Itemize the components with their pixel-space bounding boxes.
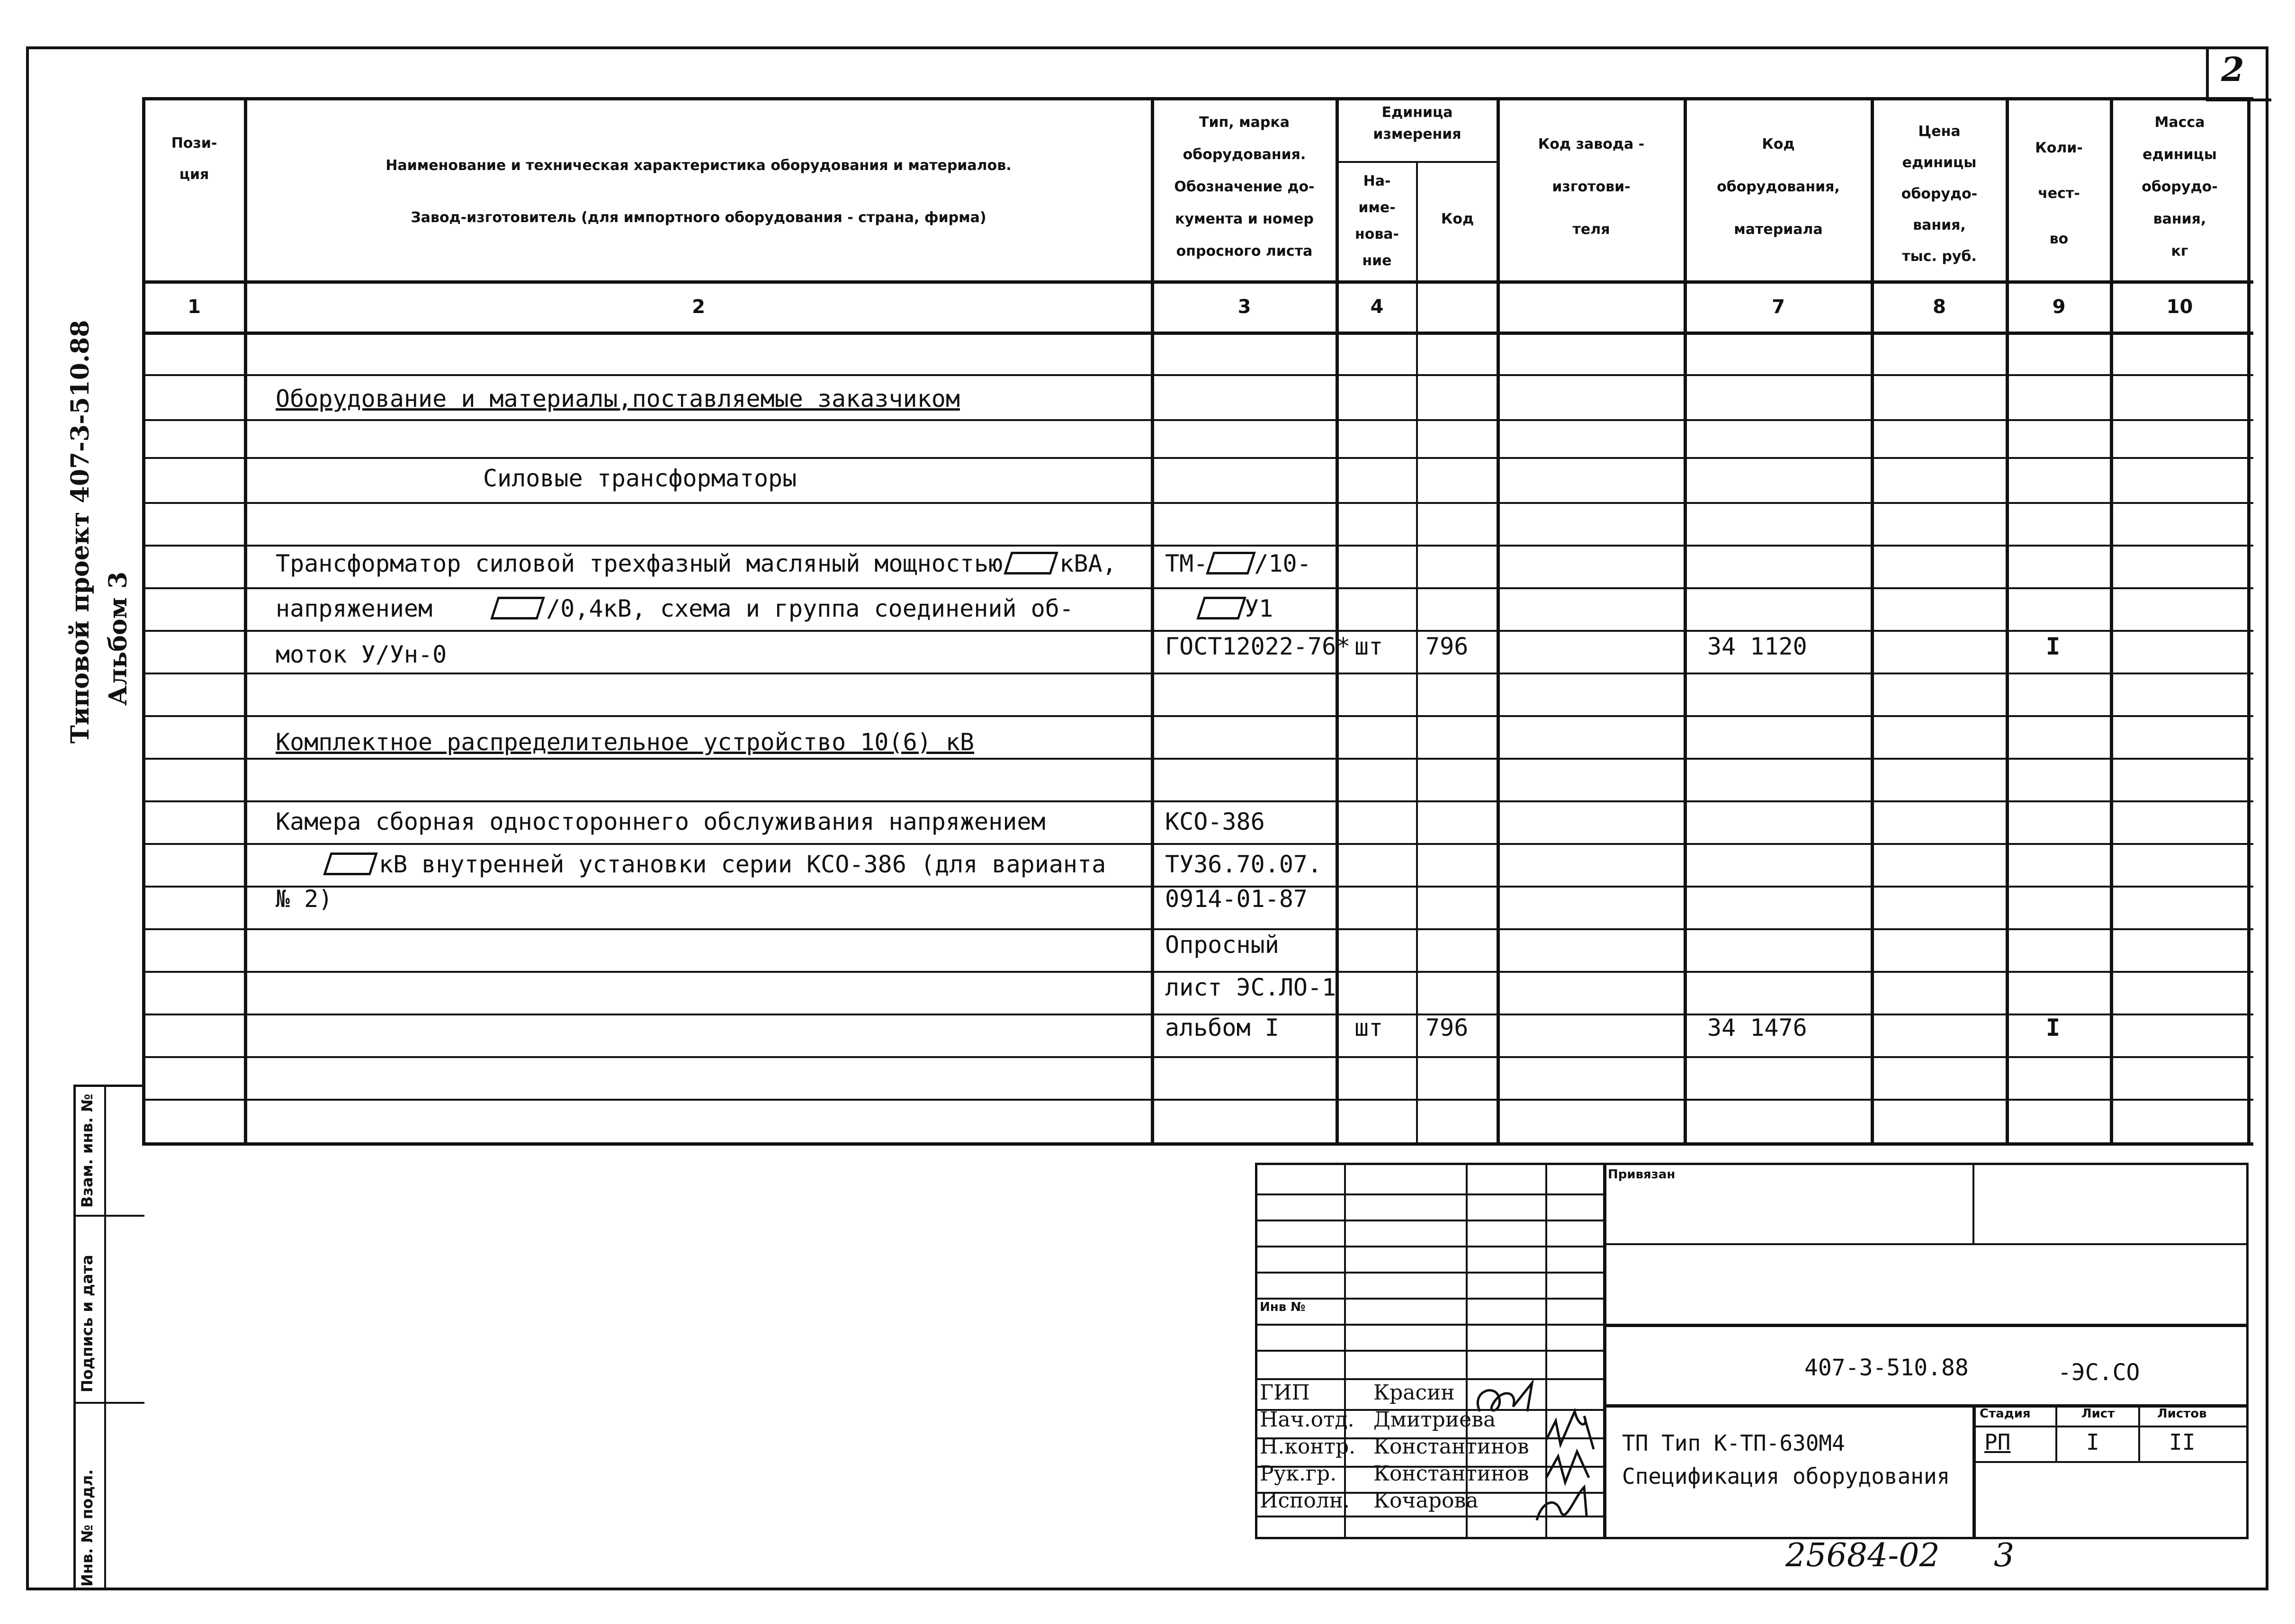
stamp-roles: [1260, 1379, 1355, 1514]
role-gip: ГИП: [1260, 1381, 1310, 1405]
section-power-transformers: Силовые трансформаторы: [483, 465, 797, 492]
name-exec: Кочарова: [1373, 1489, 1479, 1513]
colnum-8: 8: [1933, 296, 1946, 318]
transformer-desc-line3: моток У/Ун-0: [276, 641, 447, 668]
blank-box: [323, 852, 378, 875]
kso-quantity: I: [2046, 1014, 2061, 1041]
kso-type-5: лист ЭС.ЛО-1: [1165, 974, 1336, 1001]
name-head: Дмитриева: [1373, 1408, 1496, 1432]
stamp-title-1: ТП Тип К-ТП-630М4: [1622, 1430, 1845, 1456]
stamp-sheet: I: [2086, 1429, 2099, 1455]
kso-unit: шт: [1354, 1014, 1383, 1041]
blank-box: [1196, 597, 1246, 619]
role-head: Нач.отд.: [1260, 1408, 1354, 1432]
footer-page: 3: [1994, 1537, 2015, 1574]
side-title-line2: Альбом 3: [104, 571, 133, 706]
transformer-unit-code: 796: [1425, 633, 1469, 660]
side-stamp-divider: [73, 1402, 144, 1404]
name-group: Константинов: [1373, 1462, 1529, 1486]
side-stamp-inv: Инв. № подл.: [78, 1469, 96, 1587]
transformer-type-line2: У1: [1198, 594, 1273, 623]
side-stamp-divider: [104, 1085, 106, 1590]
transformer-unit: шт: [1354, 633, 1383, 660]
side-stamp-replace: Взам. инв. №: [78, 1094, 96, 1208]
header-unit-code: Код: [1441, 211, 1474, 227]
header-factory-code: Код завода - изготови- теля: [1538, 136, 1645, 238]
header-unit-name: На- име- нова- ние: [1354, 173, 1399, 269]
blank-box: [490, 597, 545, 619]
kso-unit-code: 796: [1425, 1014, 1469, 1041]
colnum-10: 10: [2166, 296, 2193, 318]
blank-box: [1004, 552, 1058, 574]
table-bottom: [142, 1142, 2253, 1146]
header-position: Пози- ция: [171, 135, 217, 183]
colnum-3: 3: [1237, 296, 1251, 318]
side-title-line1: Типовой проект 407-3-510.88: [66, 320, 95, 744]
side-stamp-sign: Подпись и дата: [78, 1255, 96, 1392]
header-bottom: [142, 280, 2253, 284]
colnum-4: 4: [1370, 296, 1384, 318]
colnum-9: 9: [2052, 296, 2066, 318]
transformer-equipment-code: 34 1120: [1707, 633, 1807, 660]
role-exec: Исполн.: [1260, 1489, 1350, 1513]
stamp-sheets: II: [2169, 1429, 2196, 1455]
kso-desc-line2: кВ внутренней установки серии КСО-386 (для варианта: [322, 850, 1106, 879]
kso-type-1: КСО-386: [1165, 808, 1265, 835]
stamp-doc-suffix: -ЭС.СО: [2058, 1359, 2140, 1386]
section-switchgear: Комплектное распределительное устройство 10(6) кВ: [276, 728, 975, 756]
kso-type-3: 0914-01-87: [1165, 885, 1308, 913]
role-group: Рук.гр.: [1260, 1462, 1337, 1486]
colnum-2: 2: [692, 296, 705, 318]
name-norm: Константинов: [1373, 1435, 1529, 1459]
transformer-desc-line2: напряжением /0,4кВ, схема и группа соединений об-: [276, 595, 1074, 622]
stamp-stage: РП: [1984, 1429, 2011, 1455]
stamp-doc-code: 407-3-510.88: [1804, 1355, 1969, 1381]
stamp-inv-no: Инв №: [1260, 1300, 1306, 1314]
stamp-sheet-label: Лист: [2081, 1407, 2115, 1421]
header-mass: Масса единицы оборудо- вания, кг: [2142, 114, 2218, 260]
colnum-bottom: [142, 332, 2253, 335]
kso-type-6: альбом I: [1165, 1014, 1279, 1041]
transformer-gost: ГОСТ12022-76*: [1165, 633, 1351, 660]
header-quantity: Коли- чест- во: [2035, 140, 2083, 247]
signatures: [1466, 1373, 1603, 1530]
stamp-sheets-label: Листов: [2157, 1407, 2207, 1421]
stamp-title-2: Спецификация оборудования: [1622, 1463, 1950, 1489]
header-type: Тип, марка оборудования. Обозначение до- кумента и номер опросного листа: [1174, 114, 1315, 260]
name-gip: Красин: [1373, 1381, 1455, 1405]
section-customer-equipment: Оборудование и материалы,поставляемые заказчиком: [276, 385, 960, 413]
table-top: [142, 97, 2253, 100]
stamp-privyazan: Привязан: [1608, 1167, 1676, 1182]
transformer-desc-line1: Трансформатор силовой трехфазный масляный мощностью кВА,: [276, 550, 1117, 577]
role-norm: Н.контр.: [1260, 1435, 1356, 1459]
kso-equipment-code: 34 1476: [1707, 1014, 1807, 1041]
header-equipment-code: Код оборудования, материала: [1717, 136, 1840, 238]
stamp-stage-label: Стадия: [1980, 1407, 2031, 1421]
kso-desc-line1: Камера сборная одностороннего обслуживания напряжением: [276, 808, 1046, 835]
colnum-7: 7: [1772, 296, 1785, 318]
header-name: Наименование и техническая характеристика оборудования и материалов. Завод-изготовитель (для импортного оборудования - страна, фирма): [385, 157, 1012, 226]
header-unit-group: Единица измерения: [1373, 104, 1461, 143]
footer-number: 25684-02: [1785, 1537, 1940, 1574]
header-price: Цена единицы оборудо- вания, тыс. руб.: [1901, 123, 1978, 265]
kso-desc-line3: № 2): [276, 885, 333, 913]
page-number: 2: [2221, 50, 2244, 89]
side-stamp-divider: [73, 1215, 144, 1217]
transformer-type-line1: ТМ- /10-: [1165, 550, 1311, 577]
kso-type-4: Опросный: [1165, 931, 1279, 959]
transformer-quantity: I: [2046, 633, 2061, 660]
kso-type-2: ТУ36.70.07.: [1165, 851, 1322, 878]
side-title: [62, 320, 137, 744]
colnum-1: 1: [188, 296, 201, 318]
blank-box: [1206, 552, 1256, 574]
